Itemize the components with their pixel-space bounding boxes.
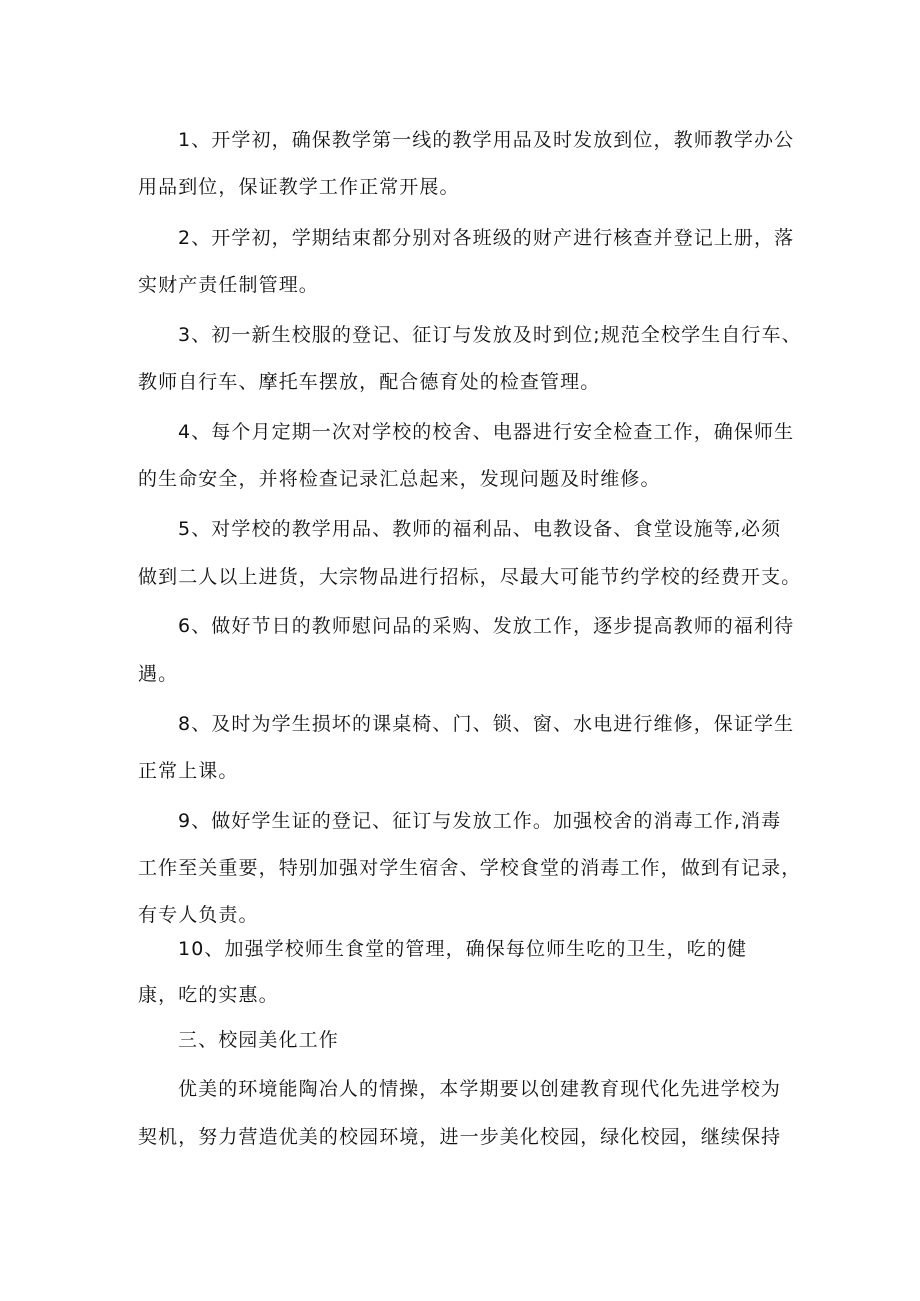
paragraph-10-line-2: 康，吃的实惠。 — [138, 984, 279, 1006]
paragraph-2-line-1: 2、开学初，学期结束都分别对各班级的财产进行核查并登记上册，落 — [178, 227, 795, 249]
paragraph-9-line-2: 工作至关重要，特别加强对学生宿舍、学校食堂的消毒工作，做到有记录， — [138, 857, 802, 879]
paragraph-8-line-1: 8、及时为学生损坏的课桌椅、门、锁、窗、水电进行维修，保证学生 — [178, 713, 795, 735]
paragraph-3-line-1: 3、初一新生校服的登记、征订与发放及时到位;规范全校学生自行车、 — [178, 324, 802, 346]
paragraph-8-line-2: 正常上课。 — [138, 760, 239, 782]
paragraph-10-line-1: 10、加强学校师生食堂的管理，确保每位师生吃的卫生，吃的健 — [178, 938, 748, 960]
paragraph-campus-line-2: 契机，努力营造优美的校园环境，进一步美化校园，绿化校园，继续保持 — [138, 1126, 782, 1148]
paragraph-campus-line-1: 优美的环境能陶冶人的情操，本学期要以创建教育现代化先进学校为 — [178, 1078, 782, 1100]
paragraph-9-line-3: 有专人负责。 — [138, 904, 259, 926]
paragraph-2-line-2: 实财产责任制管理。 — [138, 274, 319, 296]
paragraph-1-line-1: 1、开学初，确保教学第一线的教学用品及时发放到位，教师教学办公 — [178, 129, 795, 151]
paragraph-5-line-1: 5、对学校的教学用品、教师的福利品、电教设备、食堂设施等,必须 — [178, 518, 782, 540]
paragraph-3-line-2: 教师自行车、摩托车摆放，配合德育处的检查管理。 — [138, 371, 601, 393]
paragraph-4-line-2: 的生命安全，并将检查记录汇总起来，发现问题及时维修。 — [138, 468, 661, 490]
paragraph-4-line-1: 4、每个月定期一次对学校的校舍、电器进行安全检查工作，确保师生 — [178, 421, 795, 443]
paragraph-6-line-1: 6、做好节日的教师慰问品的采购、发放工作，逐步提高教师的福利待 — [178, 615, 795, 637]
paragraph-6-line-2: 遇。 — [138, 663, 179, 685]
paragraph-5-line-2: 做到二人以上进货，大宗物品进行招标，尽最大可能节约学校的经费开支。 — [138, 566, 802, 588]
paragraph-1-line-2: 用品到位，保证教学工作正常开展。 — [138, 176, 460, 198]
section-heading-campus-beautification: 三、校园美化工作 — [178, 1029, 339, 1051]
paragraph-9-line-1: 9、做好学生证的登记、征订与发放工作。加强校舍的消毒工作,消毒 — [178, 810, 782, 832]
